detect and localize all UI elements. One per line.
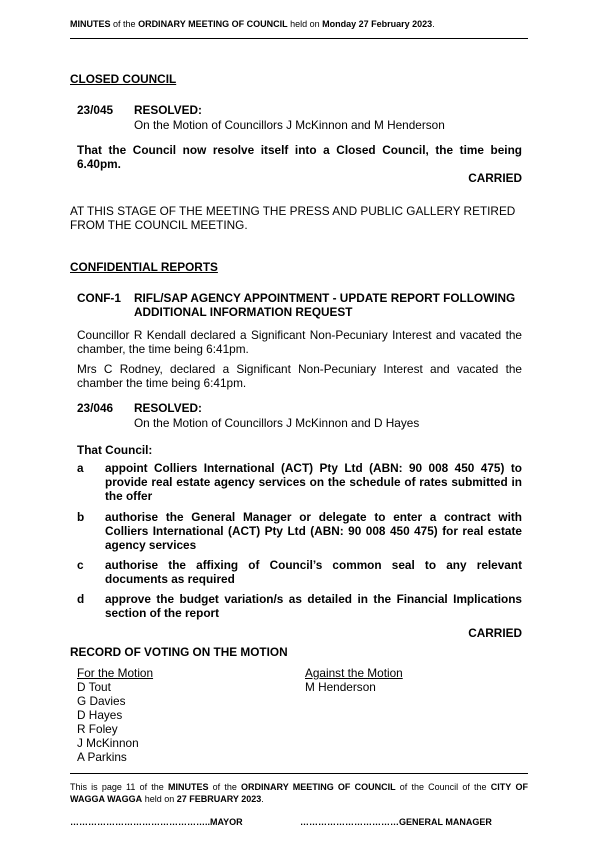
item-b-line-2: Colliers International (ACT) Pty Ltd (ABN: 90 008 450 475) for real estate [105, 524, 522, 538]
votes-for-name: R Foley [77, 722, 118, 736]
motion-movers-045: On the Motion of Councillors J McKinnon and M Henderson [134, 118, 445, 132]
footer-held-on: held on [144, 794, 175, 804]
item-a-line-2: provide real estate agency services on the schedule of rates submitted in [105, 475, 522, 489]
interest-declaration-kendall [77, 328, 522, 356]
footer-council-of-the: of the Council of the [399, 782, 487, 792]
resolution-item-letter-b: b [77, 510, 85, 524]
report-title-line-1: RIFL/SAP AGENCY APPOINTMENT - UPDATE REPORT FOLLOWING [134, 291, 516, 305]
header-end: . [432, 19, 435, 29]
resolved-label-046: RESOLVED: [134, 401, 202, 415]
resolution-item-letter-d: d [77, 592, 85, 606]
that-council-label: That Council: [77, 443, 153, 457]
resolved-label-045: RESOLVED: [134, 103, 202, 117]
report-item-number: CONF-1 [77, 291, 121, 305]
confidential-reports-heading: CONFIDENTIAL REPORTS [70, 260, 218, 274]
interest-kendall-line-2: chamber, the time being 6:41pm. [77, 342, 249, 356]
report-title-line-2: ADDITIONAL INFORMATION REQUEST [134, 305, 353, 319]
item-d-line-1: approve the budget variation/s as detailed in the Financial Implications [105, 592, 522, 606]
closed-council-text-line-2: 6.40pm. [77, 157, 121, 171]
votes-for-name: D Tout [77, 680, 111, 694]
footer-meeting-name: ORDINARY MEETING OF COUNCIL [241, 782, 396, 792]
header-divider [70, 38, 528, 39]
footer-minutes: MINUTES [167, 782, 209, 792]
resolution-item-d [105, 592, 522, 620]
footer-city: CITY [490, 782, 512, 792]
votes-for-name: J McKinnon [77, 736, 139, 750]
item-a-line-1: appoint Colliers International (ACT) Pty Ltd (ABN: 90 008 450 475) to [105, 461, 522, 475]
mayor-signature-line: ………………………………………..MAYOR [70, 817, 243, 827]
header-minutes: MINUTES [70, 19, 111, 29]
item-c-line-2: documents as required [105, 572, 235, 586]
page-footer-text [70, 781, 528, 805]
votes-against-name: M Henderson [305, 680, 376, 694]
votes-for-name: G Davies [77, 694, 126, 708]
page-header [70, 19, 435, 29]
resolution-number-045: 23/045 [77, 103, 114, 117]
votes-against-label: Against the Motion [305, 666, 403, 680]
carried-label-045: CARRIED [468, 171, 522, 185]
interest-rodney-line-2: chamber the time being 6:41pm. [77, 376, 247, 390]
votes-against-column [305, 666, 403, 694]
item-d-line-2: section of the report [105, 606, 220, 620]
resolution-item-b [105, 510, 522, 552]
motion-movers-046: On the Motion of Councillors J McKinnon and D Hayes [134, 416, 420, 430]
voting-record-heading: RECORD OF VOTING ON THE MOTION [70, 645, 288, 659]
item-c-line-1: authorise the affixing of Council’s common seal to any relevant [105, 558, 522, 572]
footer-page-number: This is page 11 of the [70, 782, 164, 792]
header-held-on: held on [290, 19, 320, 29]
votes-for-name: A Parkins [77, 750, 127, 764]
header-date: Monday 27 February 2023 [322, 19, 433, 29]
press-notice [70, 204, 515, 232]
footer-of-the: of the [212, 782, 237, 792]
carried-label-046: CARRIED [468, 626, 522, 640]
resolution-item-c [105, 558, 522, 586]
item-a-line-3: the offer [105, 489, 153, 503]
press-notice-line-1: AT THIS STAGE OF THE MEETING THE PRESS AND PUBLIC GALLERY RETIRED [70, 204, 516, 218]
header-meeting-name: ORDINARY MEETING OF COUNCIL [138, 19, 288, 29]
footer-date: 27 FEBRUARY 2023 [176, 794, 262, 804]
general-manager-signature-line: ……………………………GENERAL MANAGER [300, 817, 492, 827]
footer-wagga: OF WAGGA WAGGA [70, 782, 528, 804]
resolution-number-046: 23/046 [77, 401, 114, 415]
votes-for-label: For the Motion [77, 666, 154, 680]
press-notice-line-2: FROM THE COUNCIL MEETING. [70, 218, 248, 232]
votes-for-name: D Hayes [77, 708, 123, 722]
closed-council-heading: CLOSED COUNCIL [70, 72, 177, 86]
interest-rodney-line-1: Mrs C Rodney, declared a Significant Non-Pecuniary Interest and vacated the [77, 362, 522, 376]
report-title [134, 291, 515, 319]
header-of-the: of the [113, 19, 136, 29]
footer-end: . [261, 794, 264, 804]
resolution-item-letter-c: c [77, 558, 84, 572]
interest-kendall-line-1: Councillor R Kendall declared a Significant Non-Pecuniary Interest and vacated the [77, 328, 522, 342]
item-b-line-3: agency services [105, 538, 197, 552]
closed-council-resolution-text [77, 143, 522, 171]
votes-for-column [77, 666, 153, 764]
interest-declaration-rodney [77, 362, 522, 390]
resolution-item-letter-a: a [77, 461, 84, 475]
item-b-line-1: authorise the General Manager or delegate to enter a contract with [105, 510, 522, 524]
footer-divider [70, 773, 528, 774]
resolution-item-a [105, 461, 522, 503]
closed-council-text-line-1: That the Council now resolve itself into a Closed Council, the time being [77, 143, 522, 157]
